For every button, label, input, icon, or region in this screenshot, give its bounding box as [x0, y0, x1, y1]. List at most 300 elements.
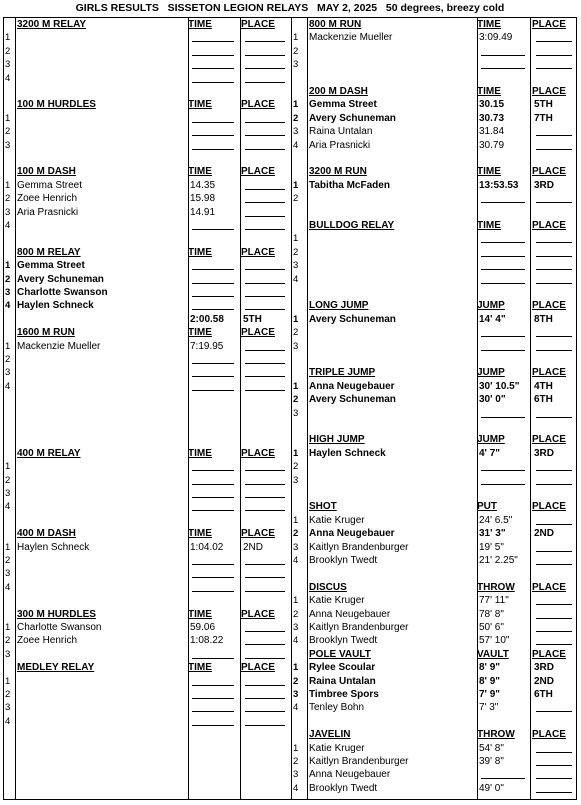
result-mark: 50' 6": [479, 622, 504, 633]
blank-line: [536, 31, 572, 42]
result-row: [292, 31, 576, 44]
mark-column-header: JUMP: [477, 434, 505, 446]
result-mark: 14.35: [190, 179, 216, 191]
result-row: [292, 474, 576, 487]
blank-line: [245, 31, 285, 42]
blank-line: [536, 125, 572, 136]
athlete-name: Kaitlyn Brandenburger: [309, 541, 409, 553]
result-row: [4, 273, 291, 286]
result-row: [292, 232, 576, 245]
result-mark: 15.98: [190, 193, 216, 205]
entry-number: 3: [293, 541, 299, 553]
entry-number: 3: [5, 568, 11, 580]
entry-number: 4: [293, 139, 299, 151]
athlete-name: Gemma Street: [17, 260, 85, 272]
blank-line: [245, 179, 285, 190]
blank-line: [245, 125, 285, 136]
entry-number: 3: [293, 769, 299, 781]
result-mark: 30.15: [479, 99, 505, 111]
place-column-header: PLACE: [532, 220, 566, 231]
place-column-header: PLACE: [532, 729, 566, 741]
entry-number: 4: [5, 300, 11, 312]
result-row: [4, 206, 291, 219]
result-row: [4, 581, 291, 594]
entry-number: 1: [5, 622, 11, 633]
event-name: DISCUS: [309, 581, 347, 593]
blank-line: [245, 581, 285, 592]
blank-line: [245, 474, 285, 485]
athlete-name: Tenley Bohn: [309, 702, 365, 714]
blank-line: [245, 487, 285, 498]
place-column-header: PLACE: [532, 166, 566, 178]
blank-line: [192, 45, 234, 56]
result-row: [292, 313, 576, 326]
result-row: [4, 179, 291, 192]
result-row: [292, 393, 576, 406]
blank-line: [245, 366, 285, 377]
result-mark: 19' 5": [479, 541, 504, 553]
event-header: [292, 219, 576, 232]
event-name: 400 M RELAY: [17, 447, 81, 459]
result-mark: 1:08.22: [190, 635, 224, 647]
result-row: [4, 474, 291, 487]
blank-line: [192, 139, 234, 150]
athlete-name: Kaitlyn Brandenburger: [309, 756, 409, 767]
result-mark: 54' 8": [479, 742, 504, 754]
blank-line: [192, 648, 234, 659]
athlete-name: Katie Kruger: [309, 514, 365, 526]
result-row: [292, 98, 576, 111]
entry-number: 2: [5, 354, 11, 365]
blank-line: [245, 715, 285, 726]
result-row: [292, 326, 576, 339]
event-header: [292, 728, 576, 741]
blank-line: [245, 460, 285, 471]
athlete-name: Anna Neugebauer: [309, 528, 395, 540]
blank-line: [481, 407, 525, 418]
place-column-header: PLACE: [532, 86, 566, 97]
result-row: [4, 340, 291, 353]
place-column-header: PLACE: [241, 166, 275, 178]
blank-line: [481, 460, 525, 471]
blank-line: [245, 648, 285, 659]
event-header: [292, 500, 576, 513]
event-name: BULLDOG RELAY: [309, 220, 395, 231]
entry-number: 1: [293, 313, 299, 325]
place-column-header: PLACE: [532, 300, 566, 312]
result-row: [292, 675, 576, 688]
entry-number: 4: [293, 273, 299, 285]
result-mark: 13:53.53: [479, 179, 519, 191]
result-mark: 30' 0": [479, 394, 506, 406]
place-column-header: PLACE: [532, 581, 566, 593]
blank-line: [481, 768, 525, 779]
result-mark: 3:09.49: [479, 32, 513, 44]
blank-line: [192, 125, 234, 136]
entry-number: 3: [5, 648, 11, 660]
entry-number: 3: [5, 488, 11, 499]
entry-number: 1: [293, 179, 299, 191]
entry-number: 4: [5, 581, 11, 593]
athlete-name: Brooklyn Twedt: [309, 635, 378, 647]
event-name: 100 M HURDLES: [17, 99, 96, 111]
blank-line: [192, 474, 234, 485]
athlete-name: Anna Neugebauer: [309, 380, 395, 392]
blank-line: [192, 715, 234, 726]
blank-line: [536, 139, 572, 150]
blank-line: [245, 634, 285, 645]
blank-line: [192, 701, 234, 712]
result-row: [292, 527, 576, 540]
mark-column-header: TIME: [188, 166, 212, 178]
entry-number: 1: [293, 742, 299, 754]
event-name: 800 M RUN: [309, 19, 362, 30]
entry-number: 3: [293, 407, 299, 419]
blank-line: [536, 45, 572, 56]
result-mark: 24' 6.5": [479, 514, 513, 526]
blank-line: [192, 567, 234, 578]
entry-number: 3: [5, 702, 11, 714]
result-mark: 39' 8": [479, 756, 504, 767]
blank-line: [481, 192, 525, 203]
result-row: [292, 621, 576, 634]
entry-number: 2: [293, 193, 299, 205]
entry-number: 2: [293, 112, 299, 124]
result-row: [292, 259, 576, 272]
entry-number: 3: [293, 340, 299, 352]
blank-line: [192, 58, 234, 69]
result-row: [292, 742, 576, 755]
athlete-name: Timbree Spors: [309, 689, 379, 700]
place-column-header: PLACE: [241, 662, 275, 674]
event-header: [292, 366, 576, 379]
mark-column-header: TIME: [188, 528, 212, 540]
result-row: [292, 688, 576, 701]
event-header: [4, 661, 291, 674]
result-row: [4, 380, 291, 393]
result-row: [4, 675, 291, 688]
result-row: [4, 460, 291, 473]
result-row: [292, 179, 576, 192]
result-row: [292, 45, 576, 58]
entry-number: 1: [293, 380, 299, 392]
blank-line: [536, 782, 572, 793]
result-row: [4, 299, 291, 312]
blank-line: [245, 192, 285, 203]
entry-number: 3: [293, 474, 299, 486]
blank-line: [536, 474, 572, 485]
blank-line: [245, 567, 285, 578]
blank-line: [536, 594, 572, 605]
result-row: [4, 219, 291, 232]
result-row: [292, 380, 576, 393]
blank-line: [536, 192, 572, 203]
place-column-header: PLACE: [241, 19, 275, 30]
blank-line: [192, 286, 234, 297]
athlete-name: Avery Schuneman: [309, 394, 396, 406]
result-row: [4, 353, 291, 366]
athlete-name: Rylee Scoular: [309, 662, 376, 674]
result-row: [292, 755, 576, 768]
result-row: [292, 125, 576, 138]
athlete-name: Avery Schuneman: [309, 112, 396, 124]
result-place: 2ND: [534, 675, 555, 687]
athlete-name: Gemma Street: [309, 99, 377, 111]
result-row: [4, 688, 291, 701]
event-name: LONG JUMP: [309, 300, 369, 312]
entry-number: 3: [293, 622, 299, 633]
entry-number: 2: [5, 555, 11, 566]
result-row: [4, 286, 291, 299]
mark-column-header: TIME: [188, 19, 212, 30]
event-header: [292, 648, 576, 661]
entry-number: 1: [5, 541, 11, 553]
mark-column-header: JUMP: [477, 300, 505, 312]
blank-line: [245, 286, 285, 297]
result-row: [4, 715, 291, 728]
result-mark: 30' 10.5": [479, 380, 520, 392]
mark-column-header: PUT: [477, 501, 497, 513]
result-row: [292, 192, 576, 205]
athlete-name: Tabitha McFaden: [309, 179, 390, 191]
blank-line: [192, 219, 234, 230]
athlete-name: Mackenzie Mueller: [309, 32, 393, 44]
results-sheet: [3, 2, 577, 800]
result-place: 6TH: [534, 394, 553, 406]
result-mark: 8' 9": [479, 675, 501, 687]
blank-line: [536, 246, 572, 257]
blank-line: [245, 353, 285, 364]
place-column-header: PLACE: [532, 648, 566, 660]
athlete-name: Brooklyn Twedt: [309, 555, 378, 566]
blank-line: [536, 460, 572, 471]
blank-line: [536, 232, 572, 243]
blank-line: [481, 273, 525, 284]
result-row: [4, 487, 291, 500]
entry-number: 3: [5, 367, 11, 379]
blank-line: [536, 768, 572, 779]
event-name: 3200 M RUN: [309, 166, 367, 178]
entry-number: 2: [5, 193, 11, 205]
athlete-name: Avery Schuneman: [17, 273, 104, 285]
entry-number: 2: [293, 327, 299, 339]
result-row: [292, 541, 576, 554]
blank-line: [192, 487, 234, 498]
result-row: [4, 72, 291, 85]
relay-total-row: [4, 313, 291, 326]
mark-column-header: TIME: [477, 220, 501, 231]
entry-number: 3: [5, 139, 11, 151]
blank-line: [245, 299, 285, 310]
result-row: [292, 460, 576, 473]
blank-line: [192, 554, 234, 565]
athlete-name: Anna Neugebauer: [309, 769, 391, 781]
result-place: 2ND: [243, 541, 264, 553]
athlete-name: Katie Kruger: [309, 595, 365, 607]
entry-number: 2: [293, 608, 299, 620]
place-column-header: PLACE: [241, 327, 275, 339]
blank-line: [245, 273, 285, 284]
result-row: [292, 514, 576, 527]
blank-line: [481, 340, 525, 351]
entry-number: 3: [5, 59, 11, 71]
event-name: 400 M DASH: [17, 528, 76, 540]
entry-number: 1: [5, 260, 11, 272]
mark-column-header: TIME: [188, 99, 212, 111]
blank-line: [536, 407, 572, 418]
blank-line: [536, 621, 572, 632]
result-row: [292, 246, 576, 259]
left-column-events: [3, 17, 292, 800]
result-mark: 1:04.02: [190, 541, 224, 553]
entry-number: 1: [293, 233, 299, 245]
result-row: [4, 701, 291, 714]
entry-number: 2: [293, 246, 299, 258]
right-column-events: [292, 17, 577, 800]
result-row: [4, 621, 291, 634]
athlete-name: Kaitlyn Brandenburger: [309, 622, 409, 633]
result-place: 4TH: [534, 380, 553, 392]
result-mark: 31' 3": [479, 528, 506, 540]
event-name: TRIPLE JUMP: [309, 367, 376, 379]
blank-line: [192, 273, 234, 284]
result-row: [4, 45, 291, 58]
result-row: [292, 139, 576, 152]
result-row: [4, 648, 291, 661]
mark-column-header: TIME: [188, 608, 212, 620]
result-mark: 57' 10": [479, 635, 510, 647]
blank-line: [481, 246, 525, 257]
result-row: [292, 273, 576, 286]
blank-line: [481, 58, 525, 69]
entry-number: 3: [293, 689, 299, 700]
blank-line: [536, 340, 572, 351]
blank-line: [245, 72, 285, 83]
blank-line: [192, 72, 234, 83]
result-row: [292, 661, 576, 674]
entry-number: 1: [5, 32, 11, 44]
blank-line: [481, 45, 525, 56]
blank-line: [481, 259, 525, 270]
entry-number: 4: [293, 782, 299, 794]
result-row: [4, 112, 291, 125]
result-row: [292, 782, 576, 795]
event-name: MEDLEY RELAY: [17, 662, 95, 674]
result-place: 6TH: [534, 689, 553, 700]
result-place: 7TH: [534, 112, 553, 124]
result-row: [4, 500, 291, 513]
place-column-header: PLACE: [241, 246, 275, 258]
blank-line: [536, 58, 572, 69]
blank-line: [536, 634, 572, 645]
blank-line: [192, 299, 234, 310]
mark-column-header: THROW: [477, 729, 515, 741]
mark-column-header: JUMP: [477, 367, 505, 379]
result-mark: 31.84: [479, 126, 505, 138]
event-header: [4, 18, 291, 31]
result-mark: 14' 4": [479, 313, 506, 325]
blank-line: [481, 232, 525, 243]
place-column-header: PLACE: [241, 608, 275, 620]
blank-line: [192, 112, 234, 123]
mark-column-header: TIME: [188, 447, 212, 459]
result-mark: 4' 7": [479, 447, 501, 459]
entry-number: 2: [5, 635, 11, 647]
result-place: 3RD: [534, 662, 555, 674]
entry-number: 4: [5, 72, 11, 84]
blank-line: [245, 675, 285, 686]
blank-line: [245, 45, 285, 56]
blank-line: [245, 139, 285, 150]
entry-number: 4: [5, 501, 11, 513]
entry-number: 3: [293, 260, 299, 272]
event-header: [292, 18, 576, 31]
entry-number: 1: [5, 112, 11, 124]
event-name: HIGH JUMP: [309, 434, 365, 446]
blank-line: [192, 31, 234, 42]
event-header: [292, 299, 576, 312]
event-name: JAVELIN: [309, 729, 351, 741]
event-name: POLE VAULT: [309, 648, 371, 660]
result-mark: 49' 0": [479, 782, 504, 794]
blank-line: [192, 380, 234, 391]
blank-line: [536, 608, 572, 619]
athlete-name: Zoee Henrich: [17, 635, 78, 647]
entry-number: 3: [5, 206, 11, 218]
result-row: [292, 634, 576, 647]
athlete-name: Charlotte Swanson: [17, 622, 102, 633]
result-place: 3RD: [534, 179, 555, 191]
place-column-header: PLACE: [532, 19, 566, 30]
entry-number: 1: [293, 662, 299, 674]
entry-number: 2: [5, 474, 11, 486]
athlete-name: Haylen Schneck: [309, 447, 386, 459]
result-mark: 30.73: [479, 112, 505, 124]
blank-line: [245, 58, 285, 69]
blank-line: [536, 326, 572, 337]
athlete-name: Zoee Henrich: [17, 193, 78, 205]
blank-line: [245, 206, 285, 217]
blank-line: [536, 742, 572, 753]
entry-number: 2: [5, 45, 11, 57]
result-row: [292, 594, 576, 607]
event-header: [4, 608, 291, 621]
blank-line: [536, 273, 572, 284]
entry-number: 1: [5, 179, 11, 191]
result-place: 2ND: [534, 528, 555, 540]
result-row: [292, 58, 576, 71]
result-row: [4, 554, 291, 567]
result-row: [292, 768, 576, 781]
entry-number: 1: [293, 595, 299, 607]
event-header: [292, 165, 576, 178]
entry-number: 2: [293, 675, 299, 687]
athlete-name: Raina Untalan: [309, 675, 376, 687]
entry-number: 2: [293, 461, 299, 473]
event-header: [292, 433, 576, 446]
result-place: 5TH: [534, 99, 553, 111]
event-name: 3200 M RELAY: [17, 19, 87, 30]
blank-line: [536, 541, 572, 552]
blank-line: [192, 500, 234, 511]
athlete-name: Brooklyn Twedt: [309, 782, 378, 794]
result-mark: 7:19.95: [190, 340, 224, 352]
entry-number: 3: [293, 126, 299, 138]
event-header: [4, 246, 291, 259]
result-mark: 14.91: [190, 206, 216, 218]
blank-line: [245, 380, 285, 391]
mark-column-header: TIME: [188, 246, 212, 258]
